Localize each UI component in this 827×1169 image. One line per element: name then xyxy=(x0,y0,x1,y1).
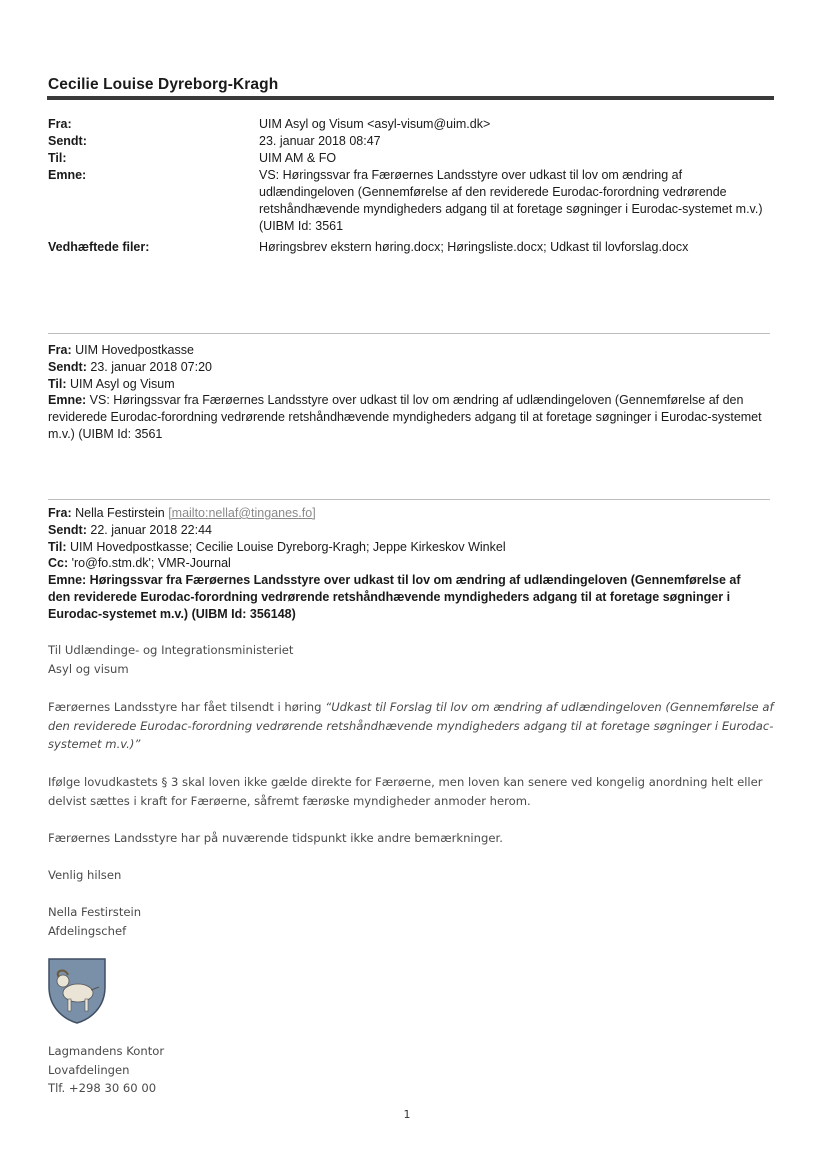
sent-value: 23. januar 2018 08:47 xyxy=(259,134,381,148)
page-number: 1 xyxy=(403,1108,411,1121)
forward-divider xyxy=(48,333,770,334)
fwd2-sent-value: 22. januar 2018 22:44 xyxy=(86,522,212,537)
to-value: UIM AM & FO xyxy=(259,151,337,165)
phone-number: Tlf. +298 30 60 00 xyxy=(48,1081,157,1095)
subject-label: Emne: xyxy=(48,168,87,182)
faroe-ram-crest-icon xyxy=(47,957,107,1025)
header-sent-row xyxy=(48,133,768,150)
forwarded-message-1 xyxy=(48,342,766,443)
letter-paragraph-1 xyxy=(48,698,778,754)
attachments-label: Vedhæftede filer: xyxy=(48,240,150,254)
header-from-row xyxy=(48,116,768,133)
sent-label: Sendt: xyxy=(48,134,87,148)
fwd1-sent-value: 23. januar 2018 07:20 xyxy=(86,359,212,374)
para1-intro: Færøernes Landsstyre har fået tilsendt i høring xyxy=(48,700,326,714)
forwarded-message-2 xyxy=(48,505,766,623)
fwd1-to-value: UIM Asyl og Visum xyxy=(66,376,175,391)
addressee-line-1: Til Udlændinge- og Integrationsministeriet xyxy=(48,643,294,657)
fwd2-subject-label: Emne: xyxy=(48,573,87,588)
para1-quote: “Udkast til Forslag til lov om ændring af udlændingeloven (Gennemførelse af den reviderede Eurodac-forordning vedrørende retshåndhævende myndigheders adgang til at foretage søgninger i Eurodac-systemet m.v.)” xyxy=(48,700,774,751)
subject-value: VS: Høringssvar fra Færøernes Landsstyre over udkast til lov om ændring af udlændingeloven (Gennemførelse af den reviderede Eurodac-forordning vedrørende retshåndhævende myndigheders adgang til at foretage søgninger i Eurodac-systemet m.v.) (UIBM Id: 3561 xyxy=(259,168,763,233)
header-subject-row xyxy=(48,167,768,235)
letter-closing: Venlig hilsen xyxy=(48,868,122,882)
fwd1-subject-label: Emne: xyxy=(48,393,87,408)
fwd1-subject-value: VS: Høringssvar fra Færøernes Landsstyre over udkast til lov om ændring af udlændingeloven (Gennemførelse af den reviderede Eurodac-forordning vedrørende retshåndhævende myndigheders adgang til at foretage søgninger i Eurodac-systemet m.v.) (UIBM Id: 3561 xyxy=(48,393,762,441)
signer-name: Nella Festirstein xyxy=(48,905,142,919)
fwd1-from-label: Fra: xyxy=(48,343,72,357)
letter-signature xyxy=(48,903,778,940)
fwd2-from-value: Nella Festirstein xyxy=(71,506,169,520)
header-to-row xyxy=(48,150,768,167)
page-title: Cecilie Louise Dyreborg-Kragh xyxy=(48,76,279,93)
email-header xyxy=(48,116,768,256)
letter-addressee xyxy=(48,641,778,678)
title-divider xyxy=(47,96,774,100)
org-line-2: Lovafdelingen xyxy=(48,1062,130,1077)
fwd2-to-label: Til: xyxy=(48,539,67,554)
forward-divider xyxy=(48,499,770,500)
header-attachments-row xyxy=(48,239,768,256)
mailto-link[interactable]: [mailto:nellaf@tinganes.fo] xyxy=(168,506,316,520)
fwd1-to-label: Til: xyxy=(48,376,67,391)
fwd1-from-value: UIM Hovedpostkasse xyxy=(71,343,194,357)
to-label: Til: xyxy=(48,151,67,165)
fwd2-from-label: Fra: xyxy=(48,506,72,520)
fwd2-subject-value: Høringssvar fra Færøernes Landsstyre over udkast til lov om ændring af udlændingeloven (Gennemførelse af den reviderede Eurodac-forordning vedrørende retshåndhævende myndigheders adgang til at foretage søgninger i Eurodac-systemet m.v.) (UIBM Id: 356148) xyxy=(48,573,741,621)
letter-paragraph-2: Ifølge lovudkastets § 3 skal loven ikke gælde direkte for Færøerne, men loven kan senere ved kongelig anordning helt eller delvist sættes i kraft for Færøerne, såfremt færøske myndigheder anmoder herom. xyxy=(48,775,763,808)
fwd1-sent-label: Sendt: xyxy=(48,359,87,374)
addressee-line-2: Asyl og visum xyxy=(48,661,129,676)
org-line-1: Lagmandens Kontor xyxy=(48,1044,165,1058)
letter-paragraph-3: Færøernes Landsstyre har på nuværende tidspunkt ikke andre bemærkninger. xyxy=(48,831,503,845)
organization-block xyxy=(48,1042,778,1098)
from-value: UIM Asyl og Visum <asyl-visum@uim.dk> xyxy=(259,117,491,131)
signer-title: Afdelingschef xyxy=(48,923,127,938)
attachments-value: Høringsbrev ekstern høring.docx; Høringsliste.docx; Udkast til lovforslag.docx xyxy=(259,240,689,254)
fwd2-cc-value: 'ro@fo.stm.dk'; VMR-Journal xyxy=(68,556,231,571)
fwd2-cc-label: Cc: xyxy=(48,556,69,571)
fwd2-sent-label: Sendt: xyxy=(48,522,87,537)
from-label: Fra: xyxy=(48,117,72,131)
fwd2-to-value: UIM Hovedpostkasse; Cecilie Louise Dyreborg-Kragh; Jeppe Kirkeskov Winkel xyxy=(66,539,506,554)
